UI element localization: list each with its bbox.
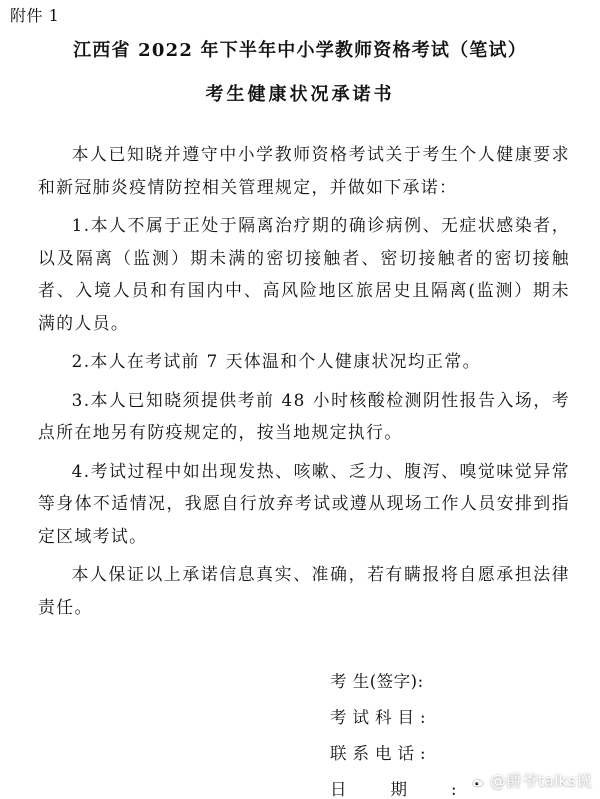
exam-subject-label: 考试科目 — [330, 708, 420, 727]
phone-label: 联系电话 — [330, 744, 420, 763]
pledge-item-1: 1.本人不属于正处于隔离治疗期的确诊病例、无症状感染者，以及隔离（监测）期未满的密切接触者、密切接触者的密切接触者、入境人员和有国内中、高风险地区旅居史且隔离(监测）期未满的人员。 — [38, 215, 570, 333]
pledge-item-4: 4.考试过程中如出现发热、咳嗽、乏力、腹泻、嗅觉味觉异常等身体不适情况，我愿自行放弃考试或遵从现场工作人员安排到指定区域考试。 — [38, 460, 570, 546]
date-colon: : — [451, 780, 457, 799]
candidate-signature-colon: : — [417, 672, 424, 691]
date-row — [330, 772, 570, 799]
pledge-item-3: 3.本人已知晓须提供考前 48 小时核酸检测阴性报告入场，考点所在地另有防疫规定的，按当地规定执行。 — [38, 389, 570, 442]
phone-colon: : — [420, 744, 426, 763]
intro-paragraph: 本人已知晓并遵守中小学教师资格考试关于考生个人健康要求和新冠肺炎疫情防控相关管理规定，并做如下承诺： — [38, 144, 570, 197]
phone-row — [330, 736, 570, 772]
candidate-signature-row — [330, 664, 570, 700]
exam-subject-row — [330, 700, 570, 736]
date-label: 日期 — [330, 780, 451, 799]
document-title: 江西省 2022 年下半年中小学教师资格考试（笔试） — [73, 40, 527, 61]
pledge-item-2: 2.本人在考试前 7 天体温和个人健康状况均正常。 — [71, 351, 481, 371]
pledge-body — [38, 138, 570, 629]
document-subtitle: 考生健康状况承诺书 — [205, 84, 395, 105]
exam-subject-colon: : — [420, 708, 426, 727]
signature-block — [330, 664, 570, 799]
watermark-text: @爵爷talks说 — [489, 771, 592, 790]
candidate-signature-label: 考 生(签字) — [330, 672, 418, 691]
guarantee-paragraph: 本人保证以上承诺信息真实、准确，若有瞒报将自愿承担法律责任。 — [38, 564, 570, 617]
attachment-label: 附件 1 — [10, 6, 60, 25]
